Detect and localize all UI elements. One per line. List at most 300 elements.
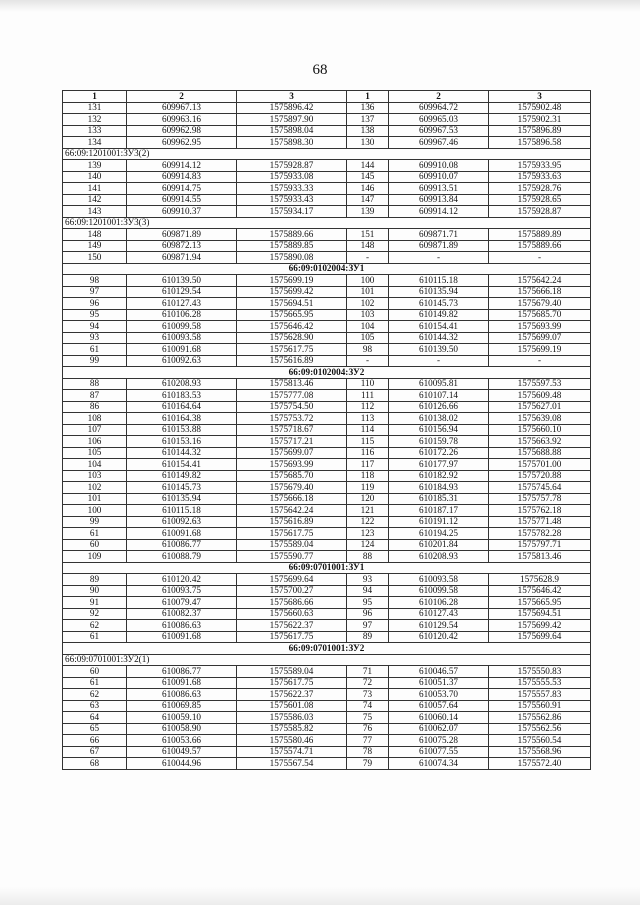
x-coordinate-cell: 610164.64 [127, 401, 237, 413]
cadastral-number-label: 66:09:0701001:ЗУ2 [63, 643, 591, 655]
table-row [63, 482, 591, 494]
header-cell: 1 [347, 91, 389, 103]
y-coordinate-cell: 1575642.24 [489, 275, 591, 287]
point-number-cell: 104 [347, 321, 389, 333]
y-coordinate-cell: 1575639.08 [489, 413, 591, 425]
table-row [63, 240, 591, 252]
point-number-cell: 118 [347, 470, 389, 482]
y-coordinate-cell: 1575685.70 [237, 470, 347, 482]
point-number-cell: 111 [347, 390, 389, 402]
page-number: 68 [312, 62, 328, 78]
y-coordinate-cell: 1575679.40 [237, 482, 347, 494]
point-number-cell: 103 [63, 470, 127, 482]
y-coordinate-cell: 1575601.08 [237, 700, 347, 712]
point-number-cell: 67 [63, 746, 127, 758]
table-row [63, 171, 591, 183]
x-coordinate-cell: 609910.07 [389, 171, 489, 183]
x-coordinate-cell: 610051.37 [389, 677, 489, 689]
x-coordinate-cell: 610092.63 [127, 516, 237, 528]
y-coordinate-cell: 1575896.42 [237, 102, 347, 114]
table-row [63, 436, 591, 448]
point-number-cell: 147 [347, 194, 389, 206]
point-number-cell: 107 [63, 424, 127, 436]
y-coordinate-cell: 1575660.63 [237, 608, 347, 620]
point-number-cell: 96 [347, 608, 389, 620]
x-coordinate-cell: 610149.82 [389, 309, 489, 321]
point-number-cell: 117 [347, 459, 389, 471]
x-coordinate-cell: 610082.37 [127, 608, 237, 620]
point-number-cell: 66 [63, 735, 127, 747]
y-coordinate-cell: 1575889.66 [489, 240, 591, 252]
y-coordinate-cell: 1575753.72 [237, 413, 347, 425]
x-coordinate-cell: 610115.18 [127, 505, 237, 517]
point-number-cell: 116 [347, 447, 389, 459]
cadastral-number-label: 66:09:0701001:ЗУ2(1) [63, 654, 591, 666]
y-coordinate-cell: 1575580.46 [237, 735, 347, 747]
x-coordinate-cell: 609910.37 [127, 206, 237, 218]
y-coordinate-cell: 1575933.08 [237, 171, 347, 183]
table-row [63, 677, 591, 689]
x-coordinate-cell: 609872.13 [127, 240, 237, 252]
x-coordinate-cell: 609913.84 [389, 194, 489, 206]
x-coordinate-cell: 610060.14 [389, 712, 489, 724]
y-coordinate-cell: 1575896.89 [489, 125, 591, 137]
x-coordinate-cell: 610059.10 [127, 712, 237, 724]
point-number-cell: 71 [347, 666, 389, 678]
x-coordinate-cell: 609967.53 [389, 125, 489, 137]
table-row [63, 390, 591, 402]
table-row [63, 620, 591, 632]
y-coordinate-cell: 1575933.63 [489, 171, 591, 183]
point-number-cell: 139 [63, 160, 127, 172]
x-coordinate-cell: 610099.58 [127, 321, 237, 333]
point-number-cell: - [347, 252, 389, 264]
point-number-cell: 101 [347, 286, 389, 298]
y-coordinate-cell: 1575771.48 [489, 516, 591, 528]
x-coordinate-cell: 609871.94 [127, 252, 237, 264]
y-coordinate-cell: 1575665.95 [489, 597, 591, 609]
y-coordinate-cell: 1575902.31 [489, 114, 591, 126]
y-coordinate-cell: 1575663.92 [489, 436, 591, 448]
x-coordinate-cell: - [389, 252, 489, 264]
point-number-cell: 99 [63, 516, 127, 528]
x-coordinate-cell: 609964.72 [389, 102, 489, 114]
point-number-cell: 92 [63, 608, 127, 620]
section-label-row [63, 562, 591, 574]
x-coordinate-cell: 609963.16 [127, 114, 237, 126]
point-number-cell: 102 [63, 482, 127, 494]
point-number-cell: 121 [347, 505, 389, 517]
point-number-cell: 90 [63, 585, 127, 597]
point-number-cell: 93 [347, 574, 389, 586]
y-coordinate-cell: 1575777.08 [237, 390, 347, 402]
y-coordinate-cell: 1575693.99 [489, 321, 591, 333]
x-coordinate-cell: 610164.38 [127, 413, 237, 425]
point-number-cell: 124 [347, 539, 389, 551]
x-coordinate-cell: 610046.57 [389, 666, 489, 678]
y-coordinate-cell: 1575557.83 [489, 689, 591, 701]
y-coordinate-cell: 1575660.10 [489, 424, 591, 436]
point-number-cell: - [347, 355, 389, 367]
y-coordinate-cell: 1575902.48 [489, 102, 591, 114]
x-coordinate-cell: 610057.64 [389, 700, 489, 712]
x-coordinate-cell: 610139.50 [389, 344, 489, 356]
table-row [63, 378, 591, 390]
y-coordinate-cell: 1575813.46 [489, 551, 591, 563]
y-coordinate-cell: 1575928.87 [489, 206, 591, 218]
y-coordinate-cell: 1575701.00 [489, 459, 591, 471]
section-label-row [63, 643, 591, 655]
x-coordinate-cell: 610120.42 [127, 574, 237, 586]
x-coordinate-cell: 610135.94 [389, 286, 489, 298]
y-coordinate-cell: 1575617.75 [237, 344, 347, 356]
section-label-row [63, 148, 591, 160]
section-label-row [63, 367, 591, 379]
y-coordinate-cell: 1575567.54 [237, 758, 347, 770]
y-coordinate-cell: 1575700.27 [237, 585, 347, 597]
y-coordinate-cell: 1575686.66 [237, 597, 347, 609]
x-coordinate-cell: 610077.55 [389, 746, 489, 758]
point-number-cell: 143 [63, 206, 127, 218]
x-coordinate-cell: 609914.12 [127, 160, 237, 172]
y-coordinate-cell: 1575562.86 [489, 712, 591, 724]
table-row [63, 275, 591, 287]
point-number-cell: 122 [347, 516, 389, 528]
table-row [63, 206, 591, 218]
table-row [63, 309, 591, 321]
point-number-cell: 87 [63, 390, 127, 402]
x-coordinate-cell: 610149.82 [127, 470, 237, 482]
y-coordinate-cell: 1575699.19 [237, 275, 347, 287]
y-coordinate-cell: 1575550.83 [489, 666, 591, 678]
y-coordinate-cell: 1575699.64 [489, 631, 591, 643]
table-row [63, 424, 591, 436]
x-coordinate-cell: 610093.58 [389, 574, 489, 586]
table-row [63, 712, 591, 724]
y-coordinate-cell: 1575617.75 [237, 528, 347, 540]
y-coordinate-cell: 1575589.04 [237, 666, 347, 678]
point-number-cell: 65 [63, 723, 127, 735]
x-coordinate-cell: 610086.63 [127, 620, 237, 632]
x-coordinate-cell: 610208.93 [389, 551, 489, 563]
x-coordinate-cell: 610107.14 [389, 390, 489, 402]
y-coordinate-cell: 1575754.50 [237, 401, 347, 413]
point-number-cell: 60 [63, 666, 127, 678]
y-coordinate-cell: 1575616.89 [237, 355, 347, 367]
point-number-cell: 110 [347, 378, 389, 390]
point-number-cell: 75 [347, 712, 389, 724]
header-cell: 1 [63, 91, 127, 103]
x-coordinate-cell: 609913.51 [389, 183, 489, 195]
y-coordinate-cell: 1575609.48 [489, 390, 591, 402]
point-number-cell: 79 [347, 758, 389, 770]
header-cell: 2 [389, 91, 489, 103]
table-header-row [63, 91, 591, 103]
point-number-cell: 89 [63, 574, 127, 586]
y-coordinate-cell: 1575679.40 [489, 298, 591, 310]
cadastral-number-label: 66:09:0701001:ЗУ1 [63, 562, 591, 574]
y-coordinate-cell: 1575568.96 [489, 746, 591, 758]
y-coordinate-cell: 1575928.87 [237, 160, 347, 172]
point-number-cell: 108 [63, 413, 127, 425]
y-coordinate-cell: 1575928.65 [489, 194, 591, 206]
y-coordinate-cell: 1575889.89 [489, 229, 591, 241]
x-coordinate-cell: 610053.66 [127, 735, 237, 747]
table-row [63, 735, 591, 747]
x-coordinate-cell: 610088.79 [127, 551, 237, 563]
table-row [63, 252, 591, 264]
point-number-cell: 61 [63, 631, 127, 643]
point-number-cell: 101 [63, 493, 127, 505]
point-number-cell: 105 [347, 332, 389, 344]
point-number-cell: 137 [347, 114, 389, 126]
y-coordinate-cell: 1575928.76 [489, 183, 591, 195]
y-coordinate-cell: 1575560.91 [489, 700, 591, 712]
y-coordinate-cell: 1575889.66 [237, 229, 347, 241]
table-row [63, 160, 591, 172]
point-number-cell: 89 [347, 631, 389, 643]
point-number-cell: 115 [347, 436, 389, 448]
point-number-cell: 109 [63, 551, 127, 563]
point-number-cell: 77 [347, 735, 389, 747]
y-coordinate-cell: 1575665.95 [237, 309, 347, 321]
table-row [63, 298, 591, 310]
x-coordinate-cell: 610049.57 [127, 746, 237, 758]
point-number-cell: 74 [347, 700, 389, 712]
x-coordinate-cell: 610095.81 [389, 378, 489, 390]
x-coordinate-cell: 609965.03 [389, 114, 489, 126]
coordinates-table [62, 90, 591, 770]
y-coordinate-cell: 1575597.53 [489, 378, 591, 390]
table-row [63, 114, 591, 126]
y-coordinate-cell: 1575699.64 [237, 574, 347, 586]
y-coordinate-cell: - [489, 355, 591, 367]
table-row [63, 631, 591, 643]
table-row [63, 459, 591, 471]
table-row [63, 551, 591, 563]
x-coordinate-cell: 610185.31 [389, 493, 489, 505]
x-coordinate-cell: 610153.88 [127, 424, 237, 436]
table-row [63, 229, 591, 241]
table-row [63, 528, 591, 540]
x-coordinate-cell: 610127.43 [127, 298, 237, 310]
point-number-cell: 141 [63, 183, 127, 195]
point-number-cell: 140 [63, 171, 127, 183]
table-row [63, 321, 591, 333]
point-number-cell: 88 [347, 551, 389, 563]
x-coordinate-cell: 609967.46 [389, 137, 489, 149]
y-coordinate-cell: 1575699.07 [237, 447, 347, 459]
x-coordinate-cell: 610091.68 [127, 677, 237, 689]
point-number-cell: 136 [347, 102, 389, 114]
point-number-cell: 130 [347, 137, 389, 149]
point-number-cell: 98 [347, 344, 389, 356]
y-coordinate-cell: 1575717.21 [237, 436, 347, 448]
y-coordinate-cell: 1575622.37 [237, 620, 347, 632]
table-row [63, 758, 591, 770]
point-number-cell: 106 [63, 436, 127, 448]
y-coordinate-cell: 1575616.89 [237, 516, 347, 528]
y-coordinate-cell: 1575642.24 [237, 505, 347, 517]
y-coordinate-cell: 1575685.70 [489, 309, 591, 321]
point-number-cell: 134 [63, 137, 127, 149]
point-number-cell: 132 [63, 114, 127, 126]
x-coordinate-cell: 609871.89 [127, 229, 237, 241]
y-coordinate-cell: 1575898.30 [237, 137, 347, 149]
point-number-cell: 61 [63, 677, 127, 689]
point-number-cell: 105 [63, 447, 127, 459]
y-coordinate-cell: 1575617.75 [237, 631, 347, 643]
x-coordinate-cell: 610093.75 [127, 585, 237, 597]
point-number-cell: 95 [347, 597, 389, 609]
point-number-cell: 145 [347, 171, 389, 183]
x-coordinate-cell: 609914.55 [127, 194, 237, 206]
y-coordinate-cell: 1575933.43 [237, 194, 347, 206]
y-coordinate-cell: 1575572.40 [489, 758, 591, 770]
table-row [63, 183, 591, 195]
cadastral-number-label: 66:09:1201001:ЗУ3(3) [63, 217, 591, 229]
point-number-cell: 139 [347, 206, 389, 218]
x-coordinate-cell: 610106.28 [127, 309, 237, 321]
table-row [63, 516, 591, 528]
point-number-cell: 112 [347, 401, 389, 413]
y-coordinate-cell: 1575589.04 [237, 539, 347, 551]
x-coordinate-cell: 609914.75 [127, 183, 237, 195]
x-coordinate-cell: 610069.85 [127, 700, 237, 712]
point-number-cell: 62 [63, 689, 127, 701]
y-coordinate-cell: 1575666.18 [237, 493, 347, 505]
point-number-cell: 151 [347, 229, 389, 241]
x-coordinate-cell: 610092.63 [127, 355, 237, 367]
point-number-cell: 63 [63, 700, 127, 712]
point-number-cell: 104 [63, 459, 127, 471]
point-number-cell: 131 [63, 102, 127, 114]
point-number-cell: 100 [347, 275, 389, 287]
x-coordinate-cell: 610093.58 [127, 332, 237, 344]
point-number-cell: 119 [347, 482, 389, 494]
x-coordinate-cell: 610194.25 [389, 528, 489, 540]
table-row [63, 493, 591, 505]
x-coordinate-cell: 610120.42 [389, 631, 489, 643]
point-number-cell: 150 [63, 252, 127, 264]
cadastral-number-label: 66:09:0102004:ЗУ2 [63, 367, 591, 379]
y-coordinate-cell: 1575628.90 [237, 332, 347, 344]
x-coordinate-cell: 610138.02 [389, 413, 489, 425]
x-coordinate-cell: 610053.70 [389, 689, 489, 701]
point-number-cell: 96 [63, 298, 127, 310]
point-number-cell: 60 [63, 539, 127, 551]
x-coordinate-cell: 610086.77 [127, 666, 237, 678]
x-coordinate-cell: 609962.98 [127, 125, 237, 137]
table-row [63, 401, 591, 413]
scan-top-shade [0, 0, 640, 12]
x-coordinate-cell: 610177.97 [389, 459, 489, 471]
y-coordinate-cell: 1575934.17 [237, 206, 347, 218]
point-number-cell: 98 [63, 275, 127, 287]
table-row [63, 355, 591, 367]
y-coordinate-cell: 1575933.33 [237, 183, 347, 195]
x-coordinate-cell: 609914.12 [389, 206, 489, 218]
x-coordinate-cell: 610139.50 [127, 275, 237, 287]
x-coordinate-cell: 610058.90 [127, 723, 237, 735]
table-row [63, 723, 591, 735]
x-coordinate-cell: - [389, 355, 489, 367]
x-coordinate-cell: 610074.34 [389, 758, 489, 770]
y-coordinate-cell: 1575585.82 [237, 723, 347, 735]
point-number-cell: 149 [63, 240, 127, 252]
x-coordinate-cell: 610129.54 [389, 620, 489, 632]
point-number-cell: 99 [63, 355, 127, 367]
point-number-cell: 64 [63, 712, 127, 724]
x-coordinate-cell: 610062.07 [389, 723, 489, 735]
y-coordinate-cell: 1575699.07 [489, 332, 591, 344]
header-cell: 2 [127, 91, 237, 103]
point-number-cell: 78 [347, 746, 389, 758]
header-cell: 3 [489, 91, 591, 103]
point-number-cell: 72 [347, 677, 389, 689]
y-coordinate-cell: - [489, 252, 591, 264]
point-number-cell: 73 [347, 689, 389, 701]
point-number-cell: 88 [63, 378, 127, 390]
point-number-cell: 93 [63, 332, 127, 344]
point-number-cell: 142 [63, 194, 127, 206]
point-number-cell: 138 [347, 125, 389, 137]
y-coordinate-cell: 1575933.95 [489, 160, 591, 172]
point-number-cell: 102 [347, 298, 389, 310]
point-number-cell: 123 [347, 528, 389, 540]
x-coordinate-cell: 610154.41 [389, 321, 489, 333]
point-number-cell: 61 [63, 528, 127, 540]
table-row [63, 505, 591, 517]
y-coordinate-cell: 1575693.99 [237, 459, 347, 471]
x-coordinate-cell: 610182.92 [389, 470, 489, 482]
y-coordinate-cell: 1575694.51 [237, 298, 347, 310]
y-coordinate-cell: 1575586.03 [237, 712, 347, 724]
x-coordinate-cell: 609962.95 [127, 137, 237, 149]
y-coordinate-cell: 1575890.08 [237, 252, 347, 264]
y-coordinate-cell: 1575813.46 [237, 378, 347, 390]
header-cell: 3 [237, 91, 347, 103]
scan-bottom-shade [0, 887, 640, 905]
table-row [63, 470, 591, 482]
point-number-cell: 146 [347, 183, 389, 195]
table-row [63, 574, 591, 586]
x-coordinate-cell: 610156.94 [389, 424, 489, 436]
point-number-cell: 94 [63, 321, 127, 333]
y-coordinate-cell: 1575898.04 [237, 125, 347, 137]
x-coordinate-cell: 610144.32 [127, 447, 237, 459]
y-coordinate-cell: 1575666.18 [489, 286, 591, 298]
section-label-row [63, 217, 591, 229]
point-number-cell: 144 [347, 160, 389, 172]
x-coordinate-cell: 610115.18 [389, 275, 489, 287]
x-coordinate-cell: 610044.96 [127, 758, 237, 770]
y-coordinate-cell: 1575560.54 [489, 735, 591, 747]
y-coordinate-cell: 1575628.9 [489, 574, 591, 586]
x-coordinate-cell: 610129.54 [127, 286, 237, 298]
table-row [63, 608, 591, 620]
y-coordinate-cell: 1575782.28 [489, 528, 591, 540]
table-row [63, 125, 591, 137]
point-number-cell: 91 [63, 597, 127, 609]
point-number-cell: 113 [347, 413, 389, 425]
x-coordinate-cell: 610106.28 [389, 597, 489, 609]
x-coordinate-cell: 610086.77 [127, 539, 237, 551]
x-coordinate-cell: 610091.68 [127, 344, 237, 356]
table-row [63, 194, 591, 206]
y-coordinate-cell: 1575646.42 [237, 321, 347, 333]
x-coordinate-cell: 610099.58 [389, 585, 489, 597]
